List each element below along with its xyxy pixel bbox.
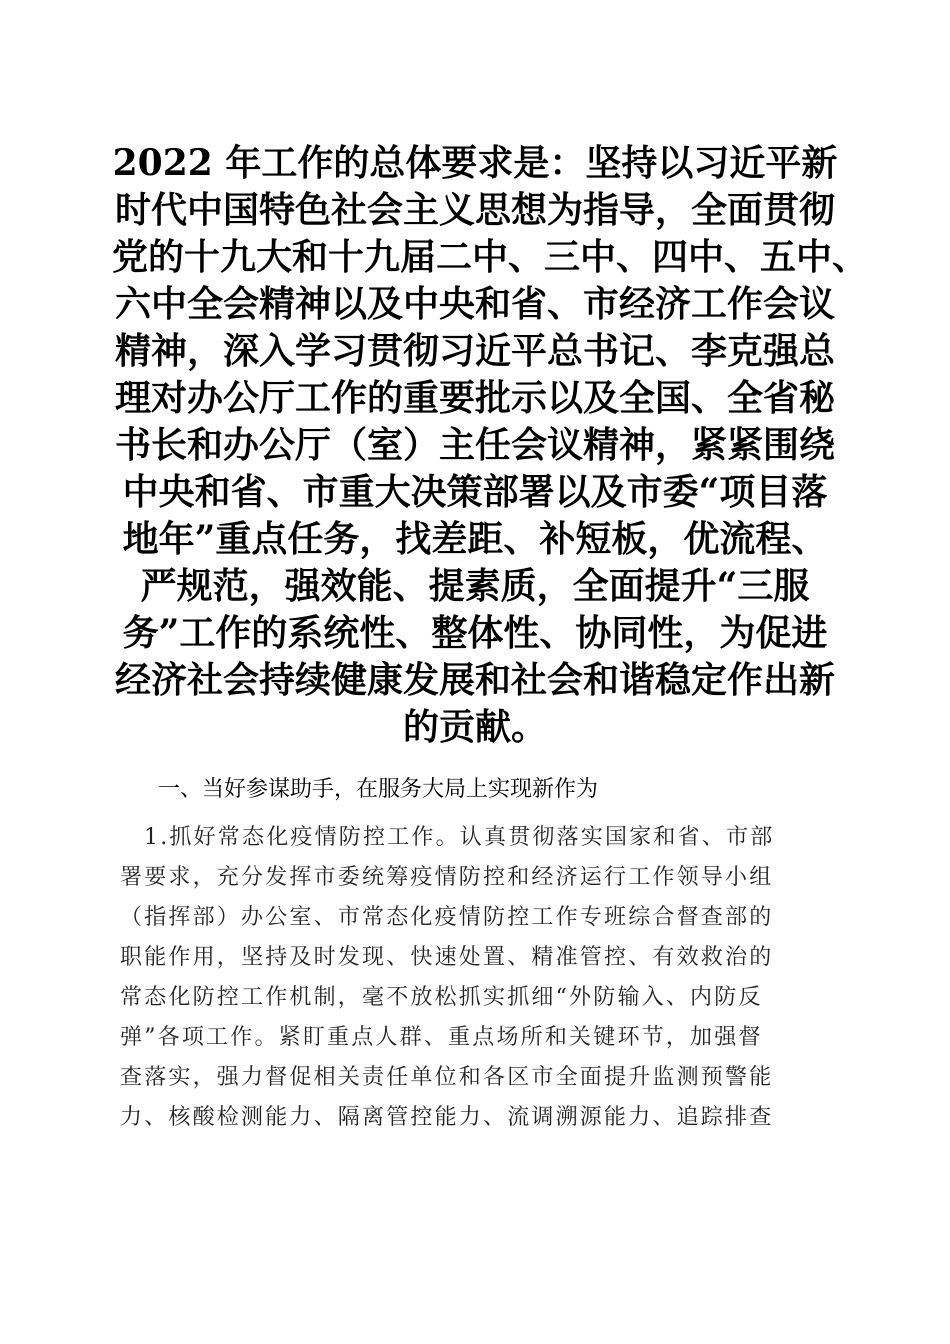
title-line: 时代中国特色社会主义思想为指导，全面贯彻 <box>114 189 835 231</box>
title-line: 地年”重点任务，找差距、补短板，优流程、 <box>122 518 828 560</box>
title-line: 六中全会精神以及中央和省、市经济工作会议 <box>114 283 835 325</box>
body-line: 常态化防控工作机制，毫不放松抓实抓细“外防输入、内防反 <box>120 985 763 1010</box>
body-line: 1.抓好常态化疫情防控工作。认真贯彻落实国家和省、市部 <box>144 825 775 850</box>
body-line: 职能作用，坚持及时发现、快速处置、精准管控、有效救治的 <box>120 945 774 970</box>
title-line: 2022 年工作的总体要求是：坚持以习近平新 <box>112 142 838 184</box>
title-line: 书长和办公厅（室）主任会议精神，紧紧围绕 <box>114 424 835 466</box>
title-line: 严规范，强效能、提素质，全面提升“三服 <box>140 565 810 607</box>
title-line: 党的十九大和十九届二中、三中、四中、五中、 <box>112 236 869 278</box>
body-paragraph <box>120 818 830 1138</box>
title-line: 精神，深入学习贯彻习近平总书记、李克强总 <box>114 330 835 372</box>
title-line: 的贡献。 <box>402 706 547 748</box>
body-line: 力、核酸检测能力、隔离管控能力、流调溯源能力、追踪排查 <box>120 1105 774 1130</box>
title-line: 理对办公厅工作的重要批示以及全国、全省秘 <box>114 377 835 419</box>
title-line: 经济社会持续健康发展和社会和谐稳定作出新 <box>114 659 835 701</box>
body-line: 弹”各项工作。紧盯重点人群、重点场所和关键环节，加强督 <box>120 1025 763 1050</box>
body-line: 查落实，强力督促相关责任单位和各区市全面提升监测预警能 <box>120 1065 774 1090</box>
body-line: （指挥部）办公室、市常态化疫情防控工作专班综合督查部的 <box>120 905 774 930</box>
title-line: 中央和省、市重大决策部署以及市委“项目落 <box>122 471 828 513</box>
title-paragraph <box>112 140 869 751</box>
section-heading: 一、当好参谋助手，在服务大局上实现新作为 <box>158 777 599 802</box>
body-line: 署要求，充分发挥市委统筹疫情防控和经济运行工作领导小组 <box>120 865 774 890</box>
title-line: 务”工作的系统性、整体性、协同性，为促进 <box>122 612 828 654</box>
